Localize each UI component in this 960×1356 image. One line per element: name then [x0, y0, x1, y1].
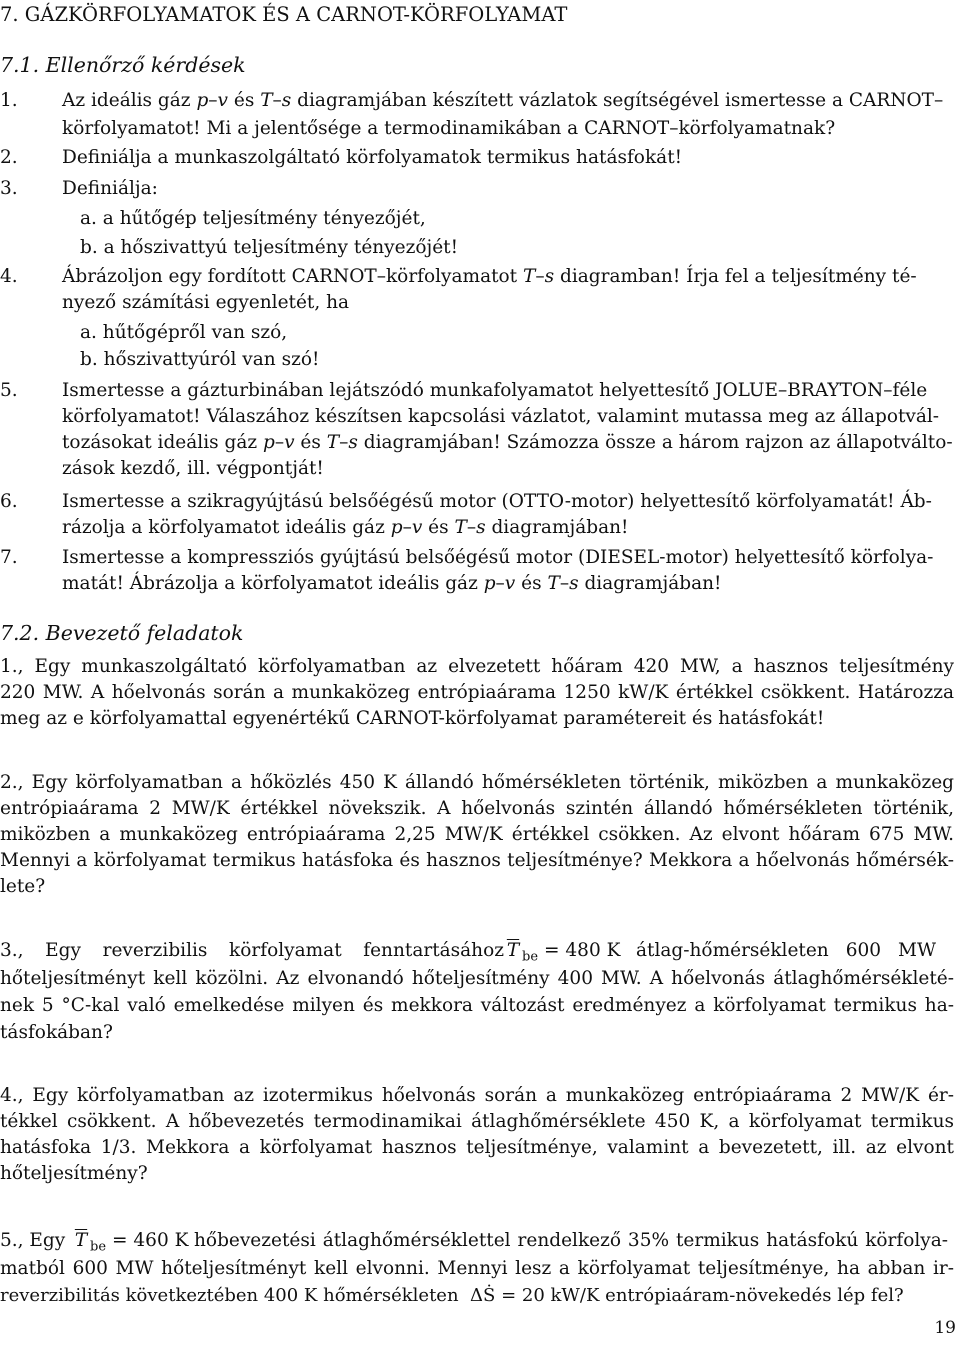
- problem-4-line-2: tékkel csökkent. A hőbevezetés termodinamikai átlaghőmérséklete 450 K, a körfolyamat termikus: [0, 1111, 954, 1132]
- section-heading-intro-tasks: 7.2. Bevezető feladatok: [0, 621, 244, 645]
- problem-2-line-2: entrópiaárama 2 MW/K értékkel növekszik. A hőelvonás szintén állandó hőmérsékleten történik,: [0, 798, 954, 819]
- question-7-line-1: 7. Ismertesse a kompressziós gyújtású belsőégésű motor (DIESEL-motor) helyettesítő körfolya-: [0, 545, 933, 571]
- section-heading-questions: 7.1. Ellenőrző kérdések: [0, 53, 246, 77]
- question-2: 2. Definiálja a munkaszolgáltató körfolyamatok termikus hatásfokát!: [0, 145, 682, 171]
- question-6-line-2: rázolja a körfolyamatot ideális gáz p–v és T–s diagramjában!: [62, 517, 629, 538]
- question-number: 7.: [0, 547, 18, 568]
- problem-3-line-1: 3., Egy reverzibilis körfolyamat fenntartásához $\overline{T}$ $_{be}$ = 480 K átlag-hőmérsékleten 600 MW: [0, 940, 937, 965]
- problem-4-line-4: hőteljesítmény?: [0, 1163, 148, 1184]
- question-4-line-2: nyező számítási egyenletét, ha: [62, 292, 350, 313]
- question-6-line-1: 6. Ismertesse a szikragyújtású belsőégésű motor (OTTO-motor) helyettesítő körfolyamatát! Áb-: [0, 489, 932, 515]
- entropy-rate-symbol: ΔṠ: [470, 1285, 496, 1306]
- question-number: 2.: [0, 147, 18, 168]
- problem-3-line-2: hőteljesítményt kell közölni. Az elvonandó hőteljesítmény 400 MW. A hőelvonás átlaghőmérsékleté-: [0, 968, 954, 989]
- problem-4-line-1: 4., Egy körfolyamatban az izotermikus hőelvonás során a munkaközeg entrópiaárama 2 MW/K ér-: [0, 1085, 954, 1106]
- question-5-line-3: tozásokat ideális gáz p–v és T–s diagramjában! Számozza össze a három rajzon az állapotválto-: [62, 432, 953, 453]
- question-7-line-2: matát! Ábrázolja a körfolyamatot ideális gáz p–v és T–s diagramjában!: [62, 573, 722, 594]
- question-number: 6.: [0, 491, 18, 512]
- problem-1-line-3: meg az e körfolyamattal egyenértékű CARNOT-körfolyamat paramétereit és hatásfokát!: [0, 708, 825, 729]
- problem-4-line-3: hatásfoka 1/3. Mekkora a körfolyamat hasznos teljesítménye, valamint a bevezetett, ill. az elvont: [0, 1137, 954, 1158]
- problem-2-line-4: Mennyi a körfolyamat termikus hatásfoka és hasznos teljesítménye? Mekkora a hőelvonás hőmérsék-: [0, 850, 954, 871]
- page-number: 19: [934, 1318, 956, 1338]
- question-4-line-1: 4. Ábrázoljon egy fordított CARNOT–körfolyamatot T–s diagramban! Írja fel a teljesítmény té-: [0, 264, 917, 290]
- mean-temperature-symbol: $\overline{T}$: [74, 1230, 88, 1251]
- question-5-line-2: körfolyamatot! Válaszához készítsen kapcsolási vázlatot, valamint mutassa meg az állapotvál-: [62, 406, 940, 427]
- question-3-item-b: b. a hőszivattyú teljesítmény tényezőjét!: [80, 237, 459, 258]
- problem-1-line-1: 1., Egy munkaszolgáltató körfolyamatban az elvezetett hőáram 420 MW, a hasznos teljesítmény: [0, 656, 954, 677]
- question-number: 5.: [0, 380, 18, 401]
- mean-temperature-symbol: $\overline{T}$: [506, 940, 520, 961]
- question-number: 1.: [0, 90, 18, 111]
- question-number: 3.: [0, 178, 18, 199]
- problem-5-line-3: reverzibilitás következtében 400 K hőmérsékleten ΔṠ = 20 kW/K entrópiaáram-növekedés lép fel?: [0, 1285, 904, 1306]
- question-5-line-4: zások kezdő, ill. végpontját!: [62, 458, 324, 479]
- question-1-line-1: 1. Az ideális gáz p–v és T–s diagramjában készített vázlatok segítségével ismertesse a CARNOT–: [0, 88, 943, 114]
- problem-5-line-1: 5., Egy $\overline{T}$ $_{be}$ = 460 K hőbevezetési átlaghőmérséklettel rendelkező 35% termikus hatásfokú körfolya-: [0, 1230, 949, 1255]
- question-4-item-b: b. hőszivattyúról van szó!: [80, 349, 320, 370]
- question-4-item-a: a. hűtőgépről van szó,: [80, 322, 288, 343]
- question-number: 4.: [0, 266, 18, 287]
- problem-3-line-3: nek 5 °C-kal való emelkedése milyen és mekkora változást eredményez a körfolyamat termikus ha-: [0, 995, 954, 1016]
- question-3: 3. Definiálja:: [0, 176, 158, 202]
- problem-2-line-3: miközben a munkaközeg entrópiaárama 2,25 MW/K értékkel csökken. Az elvont hőáram 675 MW.: [0, 824, 954, 845]
- problem-3-line-4: tásfokában?: [0, 1022, 113, 1043]
- problem-1-line-2: 220 MW. A hőelvonás során a munkaközeg entrópiaárama 1250 kW/K értékkel csökkent. Határozza: [0, 682, 954, 703]
- chapter-title: 7. GÁZKÖRFOLYAMATOK ÉS A CARNOT-KÖRFOLYAMAT: [0, 3, 568, 26]
- question-1-line-2: körfolyamatot! Mi a jelentősége a termodinamikában a CARNOT–körfolyamatnak?: [62, 118, 836, 139]
- question-3-item-a: a. a hűtőgép teljesítmény tényezőjét,: [80, 208, 426, 229]
- problem-2-line-5: lete?: [0, 876, 46, 897]
- problem-5-line-2: matból 600 MW hőteljesítményt kell elvonni. Mennyi lesz a körfolyamat teljesítménye, ha abban ir-: [0, 1258, 954, 1279]
- question-5-line-1: 5. Ismertesse a gázturbinában lejátszódó munkafolyamatot helyettesítő JOLUE–BRAYTON–féle: [0, 378, 927, 404]
- problem-2-line-1: 2., Egy körfolyamatban a hőközlés 450 K állandó hőmérsékleten történik, miközben a munkaközeg: [0, 772, 954, 793]
